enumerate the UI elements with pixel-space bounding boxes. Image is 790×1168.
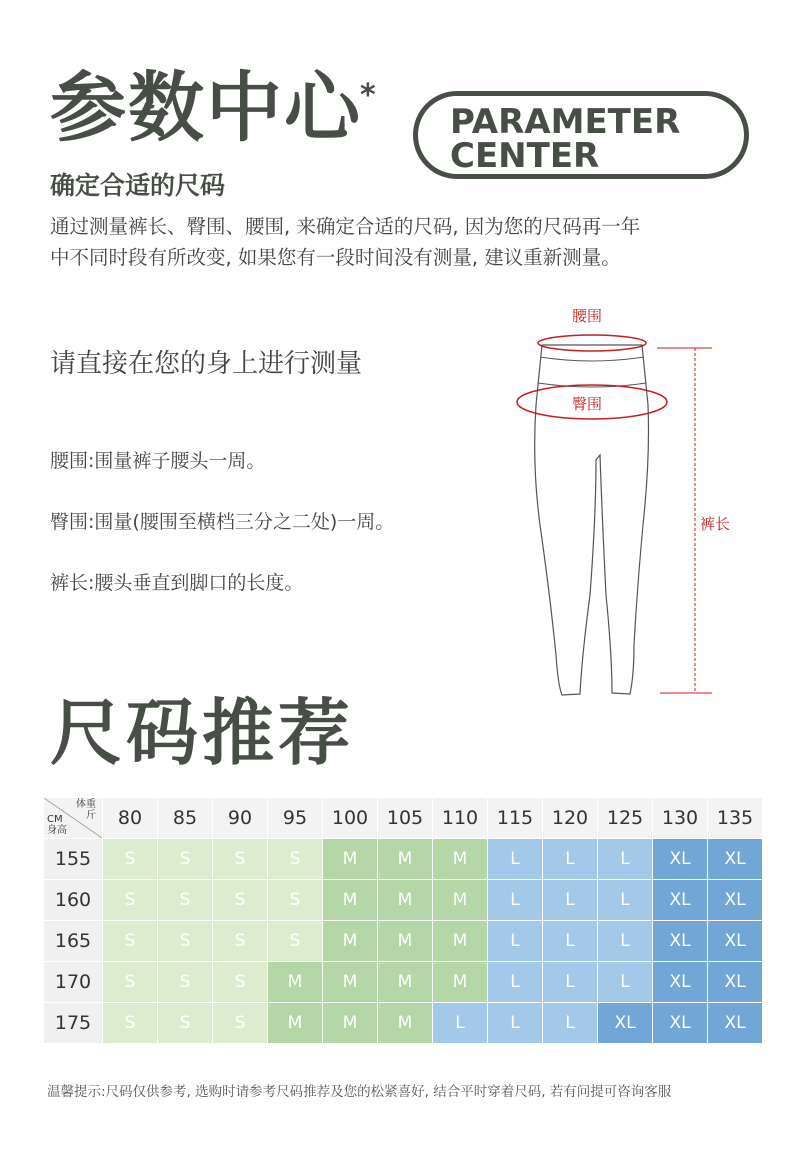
hip-label: 臀围 bbox=[572, 395, 603, 413]
size-cell: L bbox=[598, 921, 653, 962]
corner-jin-label: 斤 bbox=[86, 810, 96, 821]
size-cell: L bbox=[598, 839, 653, 880]
size-cell: M bbox=[323, 921, 378, 962]
table-corner bbox=[44, 798, 103, 839]
size-cell: S bbox=[213, 921, 268, 962]
size-cell: S bbox=[158, 962, 213, 1003]
weight-header: 115 bbox=[488, 798, 543, 839]
leggings-diagram bbox=[500, 295, 760, 705]
size-cell: M bbox=[268, 1003, 323, 1044]
length-label: 裤长 bbox=[700, 515, 731, 533]
size-cell: S bbox=[268, 921, 323, 962]
waist-label: 腰围 bbox=[572, 307, 603, 325]
size-cell: M bbox=[323, 880, 378, 921]
weight-header: 125 bbox=[598, 798, 653, 839]
weight-header: 90 bbox=[213, 798, 268, 839]
size-cell: M bbox=[433, 921, 488, 962]
size-cell: S bbox=[158, 839, 213, 880]
page-title: 参数中心 bbox=[50, 63, 362, 152]
size-cell: M bbox=[378, 921, 433, 962]
table-row bbox=[44, 1003, 763, 1044]
size-cell: XL bbox=[598, 1003, 653, 1044]
corner-weight-label: 体重 bbox=[76, 799, 96, 810]
size-cell: M bbox=[323, 962, 378, 1003]
size-cell: M bbox=[378, 1003, 433, 1044]
size-cell: L bbox=[598, 962, 653, 1003]
size-cell: S bbox=[268, 839, 323, 880]
weight-header: 100 bbox=[323, 798, 378, 839]
size-cell: L bbox=[433, 1003, 488, 1044]
size-cell: XL bbox=[653, 839, 708, 880]
intro-text bbox=[50, 211, 740, 273]
intro-line-1: 通过测量裤长、臀围、腰围, 来确定合适的尺码, 因为您的尺码再一年 bbox=[50, 215, 641, 238]
weight-header: 80 bbox=[103, 798, 158, 839]
size-cell: S bbox=[268, 880, 323, 921]
size-cell: L bbox=[543, 880, 598, 921]
page-subtitle: 确定合适的尺码 bbox=[50, 171, 226, 200]
size-cell: L bbox=[543, 839, 598, 880]
size-cell: XL bbox=[708, 921, 763, 962]
height-cell: 155 bbox=[44, 839, 103, 880]
weight-header: 85 bbox=[158, 798, 213, 839]
height-cell: 170 bbox=[44, 962, 103, 1003]
length-definition: 裤长:腰头垂直到脚口的长度。 bbox=[50, 572, 304, 594]
size-cell: S bbox=[103, 962, 158, 1003]
size-cell: L bbox=[543, 921, 598, 962]
weight-header: 120 bbox=[543, 798, 598, 839]
height-cell: 175 bbox=[44, 1003, 103, 1044]
size-cell: L bbox=[488, 880, 543, 921]
size-cell: S bbox=[213, 962, 268, 1003]
size-table bbox=[43, 797, 763, 1044]
size-cell: L bbox=[488, 1003, 543, 1044]
size-cell: S bbox=[158, 880, 213, 921]
size-cell: M bbox=[433, 962, 488, 1003]
table-row bbox=[44, 962, 763, 1003]
intro-line-2: 中不同时段有所改变, 如果您有一段时间没有测量, 建议重新测量。 bbox=[50, 246, 621, 269]
size-cell: XL bbox=[653, 880, 708, 921]
size-cell: M bbox=[378, 880, 433, 921]
table-row bbox=[44, 839, 763, 880]
size-cell: XL bbox=[653, 1003, 708, 1044]
table-row bbox=[44, 921, 763, 962]
size-cell: M bbox=[378, 962, 433, 1003]
size-cell: M bbox=[433, 839, 488, 880]
title-asterisk: * bbox=[360, 78, 376, 113]
size-cell: XL bbox=[708, 962, 763, 1003]
size-cell: S bbox=[103, 1003, 158, 1044]
size-cell: L bbox=[488, 839, 543, 880]
height-cell: 165 bbox=[44, 921, 103, 962]
weight-header: 105 bbox=[378, 798, 433, 839]
size-cell: S bbox=[103, 880, 158, 921]
size-recommend-title: 尺码推荐 bbox=[50, 691, 355, 775]
size-cell: L bbox=[543, 1003, 598, 1044]
size-cell: S bbox=[213, 839, 268, 880]
table-header-row bbox=[44, 798, 763, 839]
footer-note: 温馨提示:尺码仅供参考, 选购时请参考尺码推荐及您的松紧喜好, 结合平时穿着尺码, 若有问提可咨询客服 bbox=[47, 1084, 672, 1100]
size-cell: M bbox=[378, 839, 433, 880]
size-cell: L bbox=[543, 962, 598, 1003]
size-cell: S bbox=[103, 921, 158, 962]
table-row bbox=[44, 880, 763, 921]
size-cell: XL bbox=[708, 839, 763, 880]
corner-height-label: 身高 bbox=[47, 825, 67, 836]
size-cell: M bbox=[323, 839, 378, 880]
size-cell: L bbox=[598, 880, 653, 921]
size-cell: S bbox=[158, 921, 213, 962]
parameter-center-badge bbox=[413, 91, 749, 179]
size-cell: S bbox=[158, 1003, 213, 1044]
waist-loop bbox=[538, 335, 646, 351]
badge-line-1: PARAMETER bbox=[450, 102, 681, 142]
weight-header: 95 bbox=[268, 798, 323, 839]
size-cell: L bbox=[488, 921, 543, 962]
weight-header: 130 bbox=[653, 798, 708, 839]
size-cell: XL bbox=[708, 880, 763, 921]
weight-header: 110 bbox=[433, 798, 488, 839]
corner-cm-label: CM bbox=[47, 814, 63, 825]
size-cell: XL bbox=[653, 962, 708, 1003]
size-cell: M bbox=[323, 1003, 378, 1044]
hip-definition: 臀围:围量(腰围至横档三分之二处)一周。 bbox=[50, 511, 395, 533]
size-cell: M bbox=[433, 880, 488, 921]
size-cell: L bbox=[488, 962, 543, 1003]
size-cell: XL bbox=[708, 1003, 763, 1044]
size-cell: XL bbox=[653, 921, 708, 962]
size-cell: S bbox=[213, 880, 268, 921]
size-cell: M bbox=[268, 962, 323, 1003]
waist-definition: 腰围:围量裤子腰头一周。 bbox=[50, 450, 266, 472]
measure-instruction: 请直接在您的身上进行测量 bbox=[50, 349, 363, 379]
badge-line-2: CENTER bbox=[450, 136, 600, 176]
weight-header: 135 bbox=[708, 798, 763, 839]
size-cell: S bbox=[213, 1003, 268, 1044]
size-cell: S bbox=[103, 839, 158, 880]
height-cell: 160 bbox=[44, 880, 103, 921]
